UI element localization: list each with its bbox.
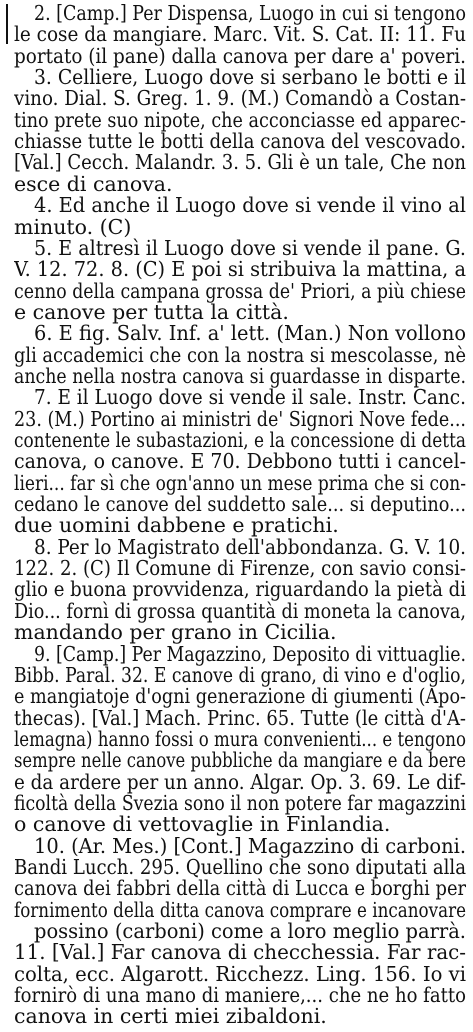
- text-line-content: o canove di vettovaglie in Finlandia.: [14, 813, 391, 837]
- text-line: [14, 280, 466, 303]
- text-line-content: cedano le canove del suddetto sale... si deputino...: [14, 493, 466, 517]
- text-line-content: Dio... fornì di grossa quantità di moneta la canova,: [14, 599, 466, 623]
- text-line-content: fornimento della ditta canova comprare e incanovare: [14, 898, 466, 922]
- text-line: [14, 963, 466, 986]
- text-line-content: sempre nelle canove pubbliche da mangiare e da bere: [14, 749, 466, 773]
- text-line-content: 11. [Val.] Far canova di checchessia. Far rac-: [14, 941, 466, 965]
- text-line-content: 7. E il Luogo dove si vende il sale. Instr. Canc.: [34, 386, 466, 410]
- text-line: [14, 130, 466, 153]
- text-line-content: glio e buona provvidenza, riguardando la pietà di: [14, 578, 466, 602]
- text-line-content: mandando per grano in Cicilia.: [14, 621, 337, 645]
- text-line: [14, 450, 466, 473]
- text-line-content: 9. [Camp.] Per Magazzino, Deposito di vittuaglie.: [34, 642, 466, 666]
- text-line: [14, 771, 466, 794]
- text-line: [14, 87, 466, 110]
- text-line-content: Bandi Lucch. 295. Quellino che sono diputati alla: [14, 856, 466, 879]
- text-line-content: 5. E altresì il Luogo dove si vende il pane. G.: [34, 236, 466, 260]
- text-line-content: e canove per tutta la città.: [14, 300, 289, 324]
- text-line: [14, 493, 466, 516]
- text-line-content: chiasse tutte le botti della canova del vescovado.: [14, 130, 466, 154]
- text-line: [14, 685, 466, 708]
- text-line: [14, 792, 466, 815]
- text-line-content: canova in certi miei zibaldoni.: [14, 1005, 327, 1029]
- text-line: [14, 899, 466, 922]
- text-line-content: V. 12. 72. 8. (C) E poi si stribuiva la mattina, a: [14, 258, 466, 282]
- text-line: [14, 877, 466, 900]
- text-line: [14, 45, 466, 68]
- text-line-content: 8. Per lo Magistrato dell'abbondanza. G. V. 10.: [34, 535, 466, 559]
- text-line-content: 122. 2. (C) Il Comune di Firenze, con savio consi-: [14, 557, 466, 581]
- text-line-content: cenno della campana grossa de' Priori, a più chiese: [14, 279, 466, 303]
- text-line: [14, 173, 466, 196]
- margin-rule: [6, 4, 8, 44]
- text-line: [14, 941, 466, 964]
- text-line: [14, 109, 466, 132]
- text-line-content: lieri... far sì che ogn'anno un mese prima che si con-: [14, 471, 466, 495]
- text-line-content: Bibb. Paral. 32. E canove di grano, di vino e d'oglio,: [14, 663, 466, 687]
- text-line: [34, 643, 466, 666]
- text-line: [34, 237, 466, 260]
- text-line-content: e mangiatoje d'ogni generazione di giumenti (Apo-: [14, 685, 466, 709]
- text-line-content: esce di canova.: [14, 172, 173, 196]
- text-line: [34, 2, 466, 25]
- text-line-content: 3. Celliere, Luogo dove si serbano le botti e il: [34, 66, 466, 90]
- text-line-content: e da ardere per un anno. Algar. Op. 3. 69. Le dif-: [14, 770, 466, 794]
- text-line: [34, 66, 466, 89]
- text-line-content: tino prete suo nipote, che acconciasse ed appareс-: [14, 108, 466, 132]
- text-line-content: ficoltà della Svezia sono il non potere far magazzini: [14, 791, 466, 815]
- text-line: [14, 600, 466, 623]
- text-line: [14, 813, 466, 836]
- text-line-content: 23. (M.) Portino ai ministri de' Signori Nove fede...: [14, 407, 466, 431]
- text-line: [34, 194, 466, 217]
- text-line-content: [Val.] Cecch. Malandr. 3. 5. Gli è un tale, Che non: [14, 151, 466, 175]
- text-line-content: gli accademici che con la nostra si mescolasse, nè: [14, 343, 466, 367]
- text-line: [34, 322, 466, 345]
- text-line: [14, 301, 466, 324]
- text-line: [14, 1005, 466, 1028]
- text-line-content: due uomini dabbene e pratichi.: [14, 514, 339, 538]
- text-line: [14, 23, 466, 46]
- text-line: [14, 856, 466, 879]
- text-line: [14, 365, 466, 388]
- text-line-content: le cose da mangiare. Marc. Vit. S. Cat. II: 11. Fu: [14, 23, 466, 47]
- text-line-content: fornirò di una mano di maniere,... che ne ho fatto: [14, 984, 466, 1008]
- text-line-content: contenente le subastazioni, e la concessione di detta: [14, 429, 466, 452]
- text-line: [34, 920, 466, 943]
- text-line: [14, 216, 466, 239]
- text-line: [14, 514, 466, 537]
- text-line: [14, 429, 466, 452]
- text-line-content: canova, o canove. E 70. Debbono tutti i cancel-: [14, 450, 466, 474]
- text-line: [34, 835, 466, 858]
- text-line-content: vino. Dial. S. Greg. 1. 9. (M.) Comandò a Costan-: [14, 87, 466, 111]
- text-line: [14, 621, 466, 644]
- text-line-content: canova dei fabbri della città di Lucca e borghi per: [14, 877, 466, 901]
- text-line: [14, 664, 466, 687]
- text-line: [14, 707, 466, 730]
- text-line: [14, 749, 466, 772]
- text-line-content: portato (il pane) dalla canova per dare a' poveri.: [14, 44, 466, 68]
- text-line: [34, 386, 466, 409]
- text-line-content: anche nella nostra canova si guardasse in disparte.: [14, 364, 466, 388]
- text-line: [14, 472, 466, 495]
- text-line: [34, 536, 466, 559]
- text-line: [14, 151, 466, 174]
- text-line: [14, 258, 466, 281]
- text-line: [14, 728, 466, 751]
- text-line-content: 2. [Camp.] Per Dispensa, Luogo in cui si tengono: [34, 2, 466, 25]
- text-line: [14, 408, 466, 431]
- text-line-content: colta, ecc. Algarott. Ricchezz. Ling. 156. Io vi: [14, 962, 466, 986]
- text-line-content: 6. E fig. Salv. Inf. a' lett. (Man.) Non vollono: [34, 322, 466, 346]
- text-line-content: thecas). [Val.] Mach. Princ. 65. Tutte (le città d'A-: [14, 706, 466, 730]
- text-line: [14, 344, 466, 367]
- text-line-content: 10. (Ar. Mes.) [Cont.] Magazzino di carboni.: [34, 834, 466, 858]
- text-line-content: 4. Ed anche il Luogo dove si vende il vino al: [34, 194, 466, 218]
- text-line-content: lemagna) hanno fossi o mura convenienti... e tengono: [14, 727, 466, 751]
- text-line: [14, 984, 466, 1007]
- text-line: [14, 557, 466, 580]
- text-line: [14, 578, 466, 601]
- text-line-content: possino (carboni) come a loro meglio parrà.: [34, 920, 466, 944]
- text-line-content: minuto. (C): [14, 215, 132, 239]
